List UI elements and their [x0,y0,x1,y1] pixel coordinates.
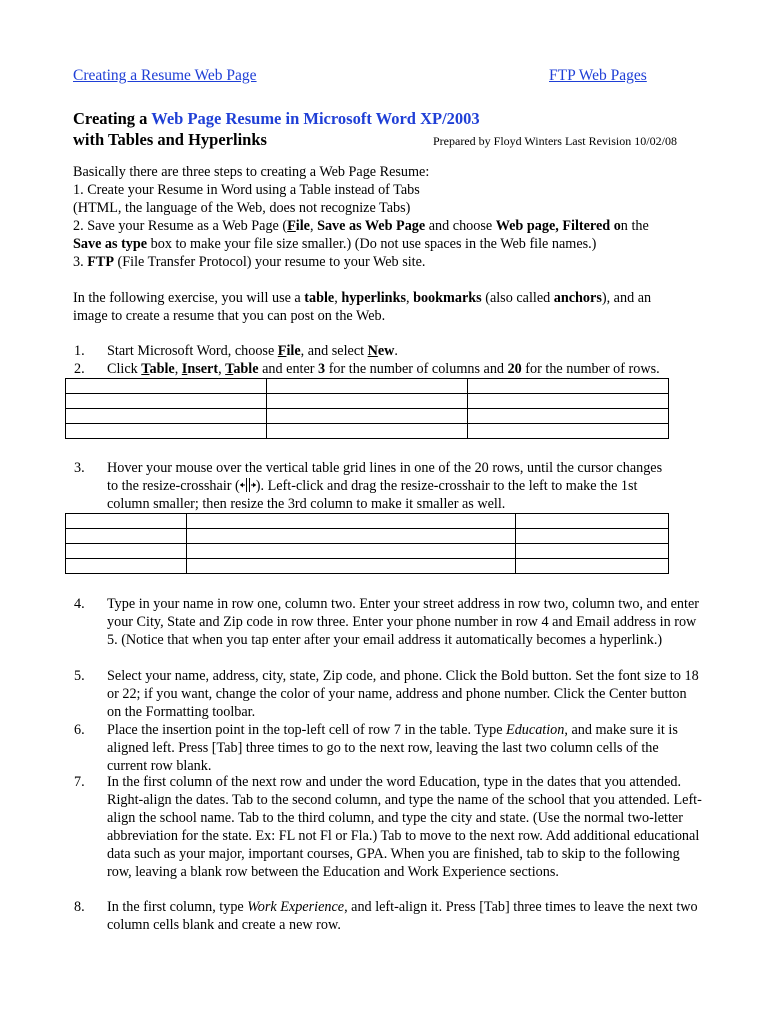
s1-F: F [277,343,287,359]
table-cell [66,559,187,574]
s2-T: T [141,361,150,377]
table-cell [266,409,467,424]
page-title [73,108,713,130]
s6-b: , and make sure it is aligned left. Press [Tab] three times to go to the next row, leaving the last two column cells of the current row blank. [107,722,678,774]
table-cell [266,424,467,439]
intro-savetype: Save as type [73,236,148,252]
ex-b: (also called [481,290,554,306]
s2-f: for the number of rows. [521,361,660,377]
s8-b: , and left-align it. Press [Tab] three times to leave the next two column cells blank and create a new row. [107,899,698,933]
table-cell [467,394,668,409]
s2-b: , [174,361,182,377]
step-1 [74,342,702,360]
step-1-text [107,342,702,360]
s1-b: , and select [300,343,368,359]
intro-ftp: FTP [87,254,114,270]
step-8 [74,898,702,934]
s3-line-3: column smaller; then resize the 3rd column to make it smaller as well. [107,496,506,512]
table-row [66,424,669,439]
step-2-number: 2. [74,361,85,377]
title-blue: Web Page Resume in Microsoft Word XP/2003 [151,109,480,128]
title-plain: Creating a [73,109,152,128]
ex-comma2: , [405,290,414,306]
table-row [66,409,669,424]
step-8-text [107,898,702,934]
table-cell [516,544,669,559]
s1-ile: ile [286,343,301,359]
intro-line-1: Basically there are three steps to creating a Web Page Resume: [73,164,430,180]
table-row [66,529,669,544]
step-3-number: 3. [74,460,85,476]
table-cell [66,529,187,544]
intro-line-2: 1. Create your Resume in Word using a Table instead of Tabs [73,182,420,198]
intro-file-accel: F [287,218,296,234]
s2-20: 20 [507,361,522,377]
s8-work-experience: Work Experience [247,899,345,915]
s6-education: Education [506,722,565,738]
s3-line-2 [107,477,714,495]
intro-l4a: 2. Save your Resume as a Web Page ( [73,218,288,234]
sample-table-equal-columns [65,378,669,439]
ex-bookmarks: bookmarks [413,290,482,306]
s2-3: 3 [318,361,326,377]
table-cell [467,424,668,439]
s1-ew: ew [377,343,395,359]
step-5-number: 5. [74,668,85,684]
ex-anchors: anchors [553,290,602,306]
step-4-number: 4. [74,596,85,612]
step-2-text [107,360,714,378]
intro-file-rest: ile [295,218,310,234]
s1-N: N [367,343,378,359]
s2-nsert: nsert [187,361,219,377]
step-6-number: 6. [74,722,85,738]
s2-able2: able [233,361,259,377]
step-8-number: 8. [74,899,85,915]
step-1-number: 1. [74,343,85,359]
table-cell [516,559,669,574]
resize-crosshair-icon [240,478,256,492]
step-5-text: Select your name, address, city, state, Zip code, and phone. Click the Bold button. Set the font size to 18 or 22; if you want, change the color of your name, address and phone number. Click the Center button on the Formatting toolbar. [107,668,699,720]
intro-l4d: n the [620,218,649,234]
intro-line-6 [73,253,713,271]
intro-saveas: Save as Web Page [317,218,426,234]
step-4 [74,595,702,649]
table-row [66,544,669,559]
table-cell [467,379,668,394]
table-cell [516,529,669,544]
step-2 [74,360,714,378]
s2-T2: T [225,361,234,377]
intro-l6-rest: (File Transfer Protocol) your resume to your Web site. [113,254,426,270]
ftp-web-pages-link[interactable]: FTP Web Pages [549,67,647,84]
table-cell [66,409,267,424]
s2-e: for the number of columns and [325,361,508,377]
intro-l5-rest: box to make your file size smaller.) (Do not use spaces in the Web file names.) [147,236,597,252]
table-cell [66,514,187,529]
intro-line-5 [73,235,713,253]
table-cell [66,394,267,409]
ex-comma1: , [334,290,342,306]
s8-a: In the first column, type [107,899,248,915]
table-cell [66,544,187,559]
table-cell [187,559,516,574]
ex-a: In the following exercise, you will use a [73,290,305,306]
s2-able: able [149,361,175,377]
s6-a: Place the insertion point in the top-left cell of row 7 in the table. Type [107,722,507,738]
prepared-by-note: Prepared by Floyd Winters Last Revision 10/02/08 [433,134,677,148]
step-3 [74,459,714,513]
step-7-text: In the first column of the next row and under the word Education, type in the dates that you attended. Right-align the dates. Tab to the second column, and type the name of the school that you attended. Left-align the school name. Tab to the third column, and type the city and state. (Use the normal two-letter abbreviation for the state. Ex: FL not Fl or Fla.) Tab to move to the next row. Add additional educational data such as your major, important courses, GPA. When you are finished, tab to skip to the following row, leaving a blank row between the Education and Work Experience sections. [107,774,702,880]
exercise-line-2: image to create a resume that you can post on the Web. [73,308,386,324]
ex-c: ), and an [601,290,652,306]
sample-table-resized-columns [65,513,669,574]
table-row [66,379,669,394]
intro-filtered: Web page, Filtered o [495,218,621,234]
exercise-paragraph [73,289,713,325]
exercise-line-1 [73,289,713,307]
intro-l4c: and choose [425,218,496,234]
table-cell [467,409,668,424]
creating-resume-web-page-link[interactable]: Creating a Resume Web Page [73,67,257,84]
step-7 [74,773,702,881]
table-row [66,559,669,574]
intro-line-4 [73,217,713,235]
step-5 [74,667,702,721]
table-cell [187,544,516,559]
s1-a: Start Microsoft Word, choose [107,343,278,359]
table-row [66,514,669,529]
table-cell [266,394,467,409]
intro-l4b: , [309,218,318,234]
table-cell [187,529,516,544]
table-cell [66,424,267,439]
s3-line-1: Hover your mouse over the vertical table grid lines in one of the 20 rows, until the cursor changes [107,460,663,476]
s3-l2a: to the resize-crosshair ( [107,478,240,494]
s2-c: , [218,361,226,377]
page-subtitle: with Tables and Hyperlinks [73,130,267,149]
s2-d: and enter [258,361,319,377]
ex-hyperlinks: hyperlinks [341,290,406,306]
step-6-text [107,721,702,775]
intro-section [73,163,713,271]
table-row [66,394,669,409]
step-4-text: Type in your name in row one, column two. Enter your street address in row two, column two, and enter your City, State and Zip code in row three. Enter your phone number in row 4 and Email address in row 5. (Notice that when you tap enter after your email address it automatically becomes a hyperlink.) [107,596,699,648]
table-cell [516,514,669,529]
step-7-number: 7. [74,774,85,790]
intro-l6-num: 3. [73,254,88,270]
s2-I: I [181,361,188,377]
table-cell [266,379,467,394]
step-3-text [107,459,714,513]
s1-c: . [394,343,398,359]
table-cell [66,379,267,394]
s3-l2b: ). Left-click and drag the resize-crosshair to the left to make the 1st [255,478,638,494]
intro-line-3: (HTML, the language of the Web, does not recognize Tabs) [73,200,411,216]
s2-a: Click [107,361,142,377]
table-cell [187,514,516,529]
ex-table: table [304,290,335,306]
step-6 [74,721,702,775]
